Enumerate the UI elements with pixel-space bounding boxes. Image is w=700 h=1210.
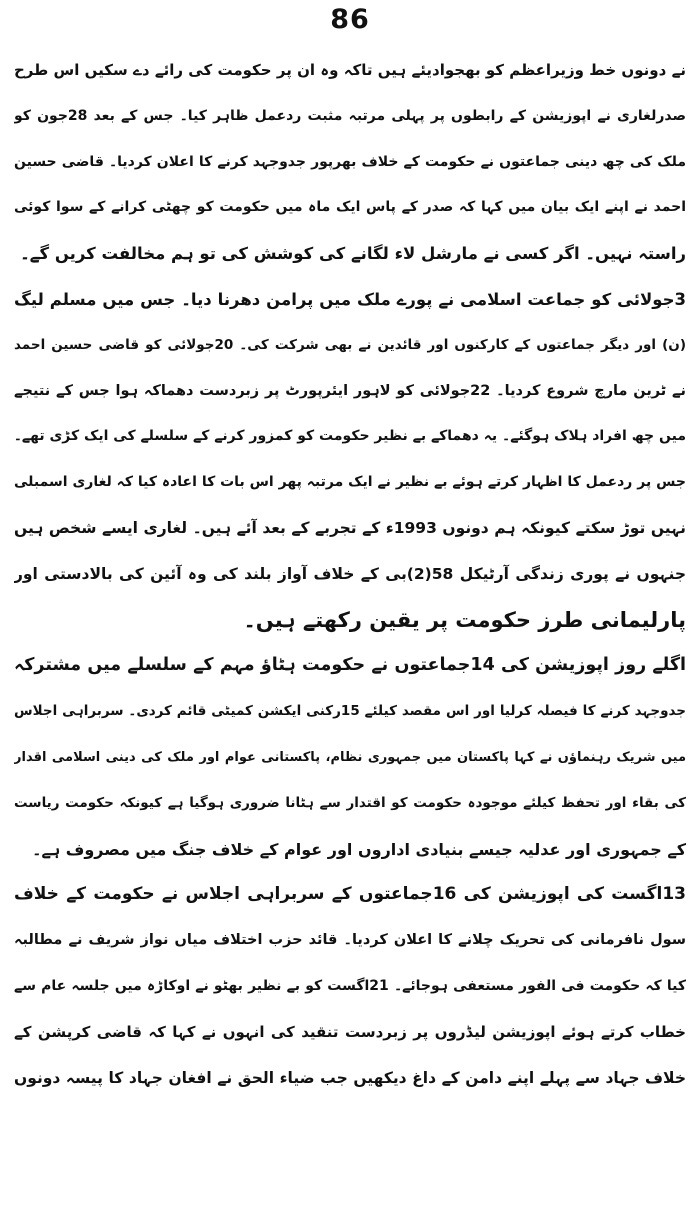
text-line: کی بقاء اور تحفظ کیلئے موجودہ حکومت کو اقتدار سے ہٹانا ضروری ہوگیا ہے کیونکہ حکومت ریاست (14, 794, 686, 811)
text-line: خلاف جہاد سے پہلے اپنے دامن کے داغ دیکھیں جب ضیاء الحق نے افغان جہاد کا پیسہ دونوں (14, 1068, 686, 1087)
text-line: 3جولائی کو جماعت اسلامی نے پورے ملک میں پرامن دھرنا دیا۔ جس میں مسلم لیگ (14, 289, 686, 309)
text-line: سول نافرمانی کی تحریک چلانے کا اعلان کردیا۔ قائد حزب اختلاف میاں نواز شریف نے مطالبہ (14, 932, 686, 949)
text-line: نہیں توڑ سکتے کیونکہ ہم دونوں 1993ء کے تجربے کے بعد آئے ہیں۔ لغاری ایسے شخص ہیں (14, 518, 686, 537)
text-line: (ن) اور دیگر جماعتوں کے کارکنوں اور قائدین نے بھی شرکت کی۔ 20جولائی کو قاضی حسین احمد (14, 336, 686, 353)
text-line: میں شریک رہنماؤں نے کہا پاکستان میں جمہوری نظام، پاکستانی عوام اور ملک کی دینی اسلامی اقدار (14, 749, 686, 765)
text-line: 13اگست کی اپوزیشن کی 16جماعتوں کے سربراہی اجلاس نے حکومت کے خلاف (14, 884, 686, 905)
text-line: جس پر ردعمل کا اظہار کرتے ہوئے بے نظیر نے ایک مرتبہ پھر اس بات کا اعادہ کیا کہ لغاری اسمبلی (14, 474, 686, 491)
text-line: میں چھ افراد ہلاک ہوگئے۔ یہ دھماکے بے نظیر حکومت کو کمزور کرنے کے سلسلے کی ایک کڑی تھے۔ (14, 428, 686, 445)
text-line: جدوجہد کرنے کا فیصلہ کرلیا اور اس مقصد کیلئے 15رکنی ایکشن کمیٹی قائم کردی۔ سربراہی اجلاس (14, 703, 686, 720)
text-line: نے دونوں خط وزیراعظم کو بھجوادیئے ہیں تاکہ وہ ان پر حکومت کی رائے دے سکیں اس طرح (14, 61, 686, 79)
text-line: جنہوں نے پوری زندگی آرٹیکل 58(2)بی کے خلاف آواز بلند کی وہ آئین کی بالادستی اور (14, 564, 686, 583)
text-line: ملک کی چھ دینی جماعتوں نے حکومت کے خلاف بھرپور جدوجہد کرنے کا اعلان کردیا۔ قاضی حسین (14, 153, 686, 170)
page-number: 86 (330, 4, 370, 35)
text-line: احمد نے اپنے ایک بیان میں کہا کہ صدر کے پاس ایک ماہ میں حکومت کو چھٹی کرانے کے سوا کوئی (14, 199, 686, 216)
body-text (14, 48, 686, 1101)
text-line: اگلے روز اپوزیشن کی 14جماعتوں نے حکومت ہٹاؤ مہم کے سلسلے میں مشترکہ (14, 655, 686, 676)
text-line: خطاب کرتے ہوئے اپوزیشن لیڈروں پر زبردست تنقید کی انہوں نے کہا کہ قاضی کرپشن کے (14, 1022, 686, 1041)
text-line: کیا کہ حکومت فی الفور مستعفی ہوجائے۔ 21اگست کو بے نظیر بھٹو نے اوکاڑہ میں جلسہ عام سے (14, 977, 686, 994)
text-line: راستہ نہیں۔ اگر کسی نے مارشل لاء لگانے کی کوشش کی تو ہم مخالفت کریں گے۔ (20, 244, 686, 264)
text-line: نے ٹرین مارچ شروع کردیا۔ 22جولائی کو لاہور ایئرپورٹ پر زبردست دھماکہ ہوا جس کے نتیجے (14, 382, 686, 399)
text-line: کے جمہوری اور عدلیہ جیسے بنیادی اداروں اور عوام کے خلاف جنگ میں مصروف ہے۔ (32, 839, 686, 859)
text-line: صدرلغاری نے اپوزیشن کے رابطوں پر پہلی مرتبہ مثبت ردعمل ظاہر کیا۔ جس کے بعد 28جون کو (14, 107, 686, 124)
text-line: پارلیمانی طرز حکومت پر یقین رکھتے ہیں۔ (243, 607, 686, 632)
